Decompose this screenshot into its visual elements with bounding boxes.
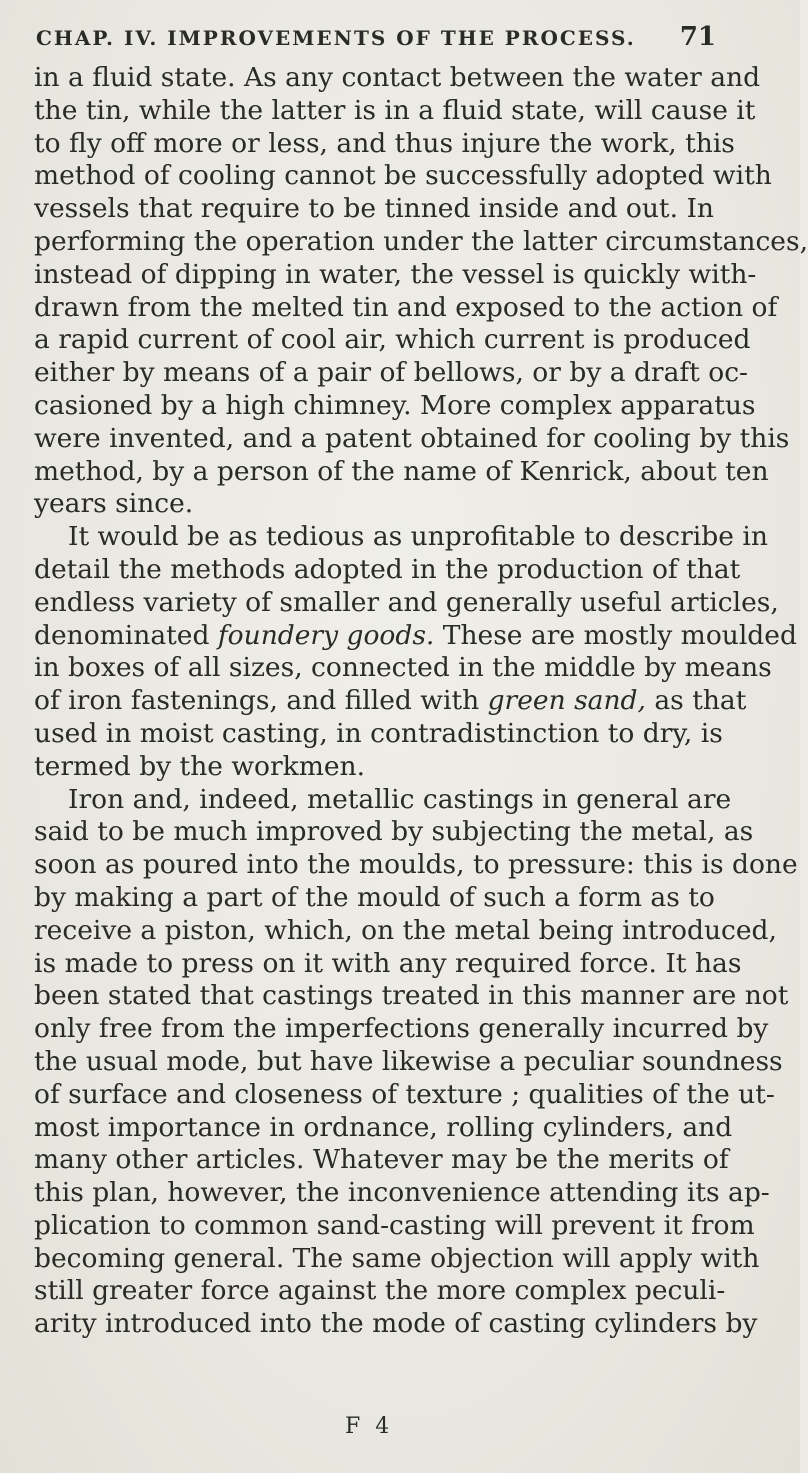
text-line: a rapid current of cool air, which current is produced <box>34 324 751 356</box>
text-line: method, by a person of the name of Kenrick, about ten <box>34 455 769 487</box>
text-line: receive a piston, which, on the metal being introduced, <box>34 914 777 946</box>
text-line: by making a part of the mould of such a form as to <box>34 881 715 913</box>
italic-term-green-sand: green sand, <box>487 685 646 717</box>
text-span: These are mostly moulded <box>442 619 797 651</box>
text-line: soon as poured into the moulds, to pressure: this is done <box>34 849 798 881</box>
text-span: of iron fastenings, and filled with <box>34 685 480 717</box>
page-number: 71 <box>679 22 716 52</box>
text-line: performing the operation under the latter circumstances, <box>34 225 808 257</box>
running-title: CHAP. IV. IMPROVEMENTS OF THE PROCESS. <box>36 26 636 50</box>
signature-mark: F 4 <box>345 1414 394 1439</box>
text-line: years since. <box>34 488 194 520</box>
text-span: denominated <box>34 619 210 651</box>
text-line: in a fluid state. As any contact between the water and <box>34 62 761 93</box>
text-line: only free from the imperfections generally incurred by <box>34 1013 769 1045</box>
text-line <box>34 685 747 718</box>
text-line: in boxes of all sizes, connected in the middle by means <box>34 652 772 684</box>
text-line: used in moist casting, in contradistinction to dry, is <box>34 717 723 749</box>
text-line: instead of dipping in water, the vessel is quickly with- <box>34 258 757 290</box>
text-line: Iron and, indeed, metallic castings in general are <box>68 783 732 815</box>
text-line: detail the methods adopted in the production of that <box>34 553 741 585</box>
text-line: most importance in ordnance, rolling cylinders, and <box>34 1111 733 1143</box>
text-line: method of cooling cannot be successfully adopted with <box>34 160 772 192</box>
text-line: to fly off more or less, and thus injure the work, this <box>34 127 735 159</box>
text-line: endless variety of smaller and generally useful articles, <box>34 586 779 618</box>
text-line: this plan, however, the inconvenience attending its ap- <box>34 1177 770 1209</box>
text-line: vessels that require to be tinned inside and out. In <box>34 193 714 225</box>
text-line: It would be as tedious as unprofitable to describe in <box>68 521 768 553</box>
italic-term-foundery-goods: foundery goods. <box>217 619 435 651</box>
text-line: casioned by a high chimney. More complex apparatus <box>34 389 756 421</box>
text-line: still greater force against the more complex peculi- <box>34 1275 726 1307</box>
text-line: plication to common sand-casting will prevent it from <box>34 1209 755 1241</box>
text-line: becoming general. The same objection will apply with <box>34 1242 760 1274</box>
text-line: the tin, while the latter is in a fluid state, will cause it <box>34 94 756 126</box>
text-line: arity introduced into the mode of casting cylinders by <box>34 1308 758 1340</box>
running-header <box>36 22 716 62</box>
body-text <box>34 62 808 1341</box>
text-line <box>34 619 797 653</box>
text-line: said to be much improved by subjecting the metal, as <box>34 816 754 848</box>
text-line: many other articles. Whatever may be the merits of <box>34 1144 729 1176</box>
text-line: were invented, and a patent obtained for cooling by this <box>34 422 790 454</box>
text-span: as that <box>654 685 747 717</box>
text-line: drawn from the melted tin and exposed to the action of <box>34 291 778 323</box>
text-line: the usual mode, but have likewise a peculiar soundness <box>34 1045 783 1077</box>
text-line: termed by the workmen. <box>34 750 366 782</box>
text-line: either by means of a pair of bellows, or by a draft oc- <box>34 357 748 389</box>
text-line: of surface and closeness of texture ; qualities of the ut- <box>34 1078 775 1110</box>
text-line: been stated that castings treated in this manner are not <box>34 980 789 1012</box>
text-line: is made to press on it with any required force. It has <box>34 947 742 979</box>
